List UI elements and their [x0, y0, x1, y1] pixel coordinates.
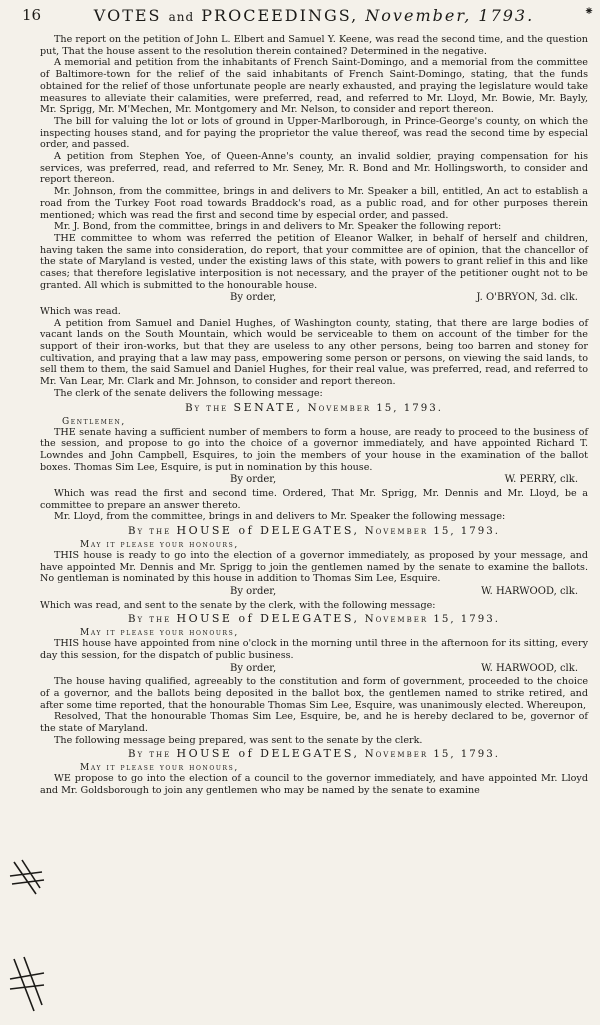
salutation: Gentlemen,	[62, 416, 126, 427]
paragraph: Which was read.	[40, 305, 121, 317]
title-and: and	[168, 10, 195, 24]
by-order: By order,	[230, 586, 277, 598]
handwritten-mark-icon	[6, 858, 46, 898]
title-votes: VOTES	[93, 6, 162, 25]
handwritten-mark-icon	[6, 955, 46, 1015]
paragraph: The bill for valuing the lot or lots of ground in Upper-Marlborough, in Prince-George's county, on which the inspecting houses stand, and for paying the proprietor the value thereof, was read the second time by especial order, and passed.	[40, 115, 588, 151]
heading-body: HOUSE of DELEGATES,	[176, 524, 360, 538]
corner-mark: ⁕	[583, 4, 594, 18]
message-text	[40, 550, 588, 585]
paragraph: The following message being prepared, was sent to the senate by the clerk.	[54, 734, 423, 746]
clerk-name: W. HARWOOD, clk.	[481, 586, 578, 598]
message-heading	[40, 612, 588, 625]
resolution-paragraph: Resolved, That the honourable Thomas Sim Lee, Esquire, be, and he is hereby declared to be, governor of the state of Maryland.	[40, 711, 588, 735]
title-proceedings: PROCEEDINGS,	[201, 6, 359, 25]
clerk-name: J. O'BRYON, 3d. clk.	[476, 292, 578, 304]
by-order: By order,	[230, 662, 277, 674]
clerk-name: W. HARWOOD, clk.	[481, 662, 578, 674]
paragraph: THE committee to whom was referred the petition of Eleanor Walker, in behalf of herself and children, having taken the same into consideration, do report, that your committee are of opinion, that the chancellor of the state of Maryland is vested, under the existing laws of this state, with powers to grant relief in this and like cases; that therefore legislative interposition is not necessary, and the prayer of the petitioner ought not to be granted. All which is submitted to the honourable house.	[40, 232, 588, 291]
page-number: 16	[22, 6, 42, 24]
paragraph: The clerk of the senate delivers the following message:	[54, 387, 323, 399]
by-order: By order,	[230, 292, 277, 304]
heading-by-the: By the	[128, 614, 172, 626]
salutation: May it please your honours,	[80, 540, 239, 551]
heading-body: HOUSE of DELEGATES,	[176, 612, 360, 626]
heading-date: November 15, 1793.	[364, 526, 500, 538]
message-heading	[40, 524, 588, 537]
clerk-name: W. PERRY, clk.	[504, 474, 578, 486]
paragraph: Mr. Lloyd, from the committee, brings in and delivers to Mr. Speaker the following message:	[54, 511, 506, 523]
paragraph: THIS house have appointed from nine o'clock in the morning until three in the afternoon for its sitting, every day this session, for the dispatch of public business.	[40, 638, 588, 662]
signature-line	[40, 586, 588, 599]
running-head	[40, 4, 588, 25]
body-text	[40, 306, 588, 400]
paragraph: THIS house is ready to go into the election of a governor immediately, as proposed by your message, and have appointed Mr. Dennis and Mr. Sprigg to join the gentlemen named by the senate to examine the ballots. No gentleman is nominated by this house in addition to Thomas Sim Lee, Esquire.	[40, 550, 588, 585]
message-heading	[40, 747, 588, 760]
paragraph: THE senate having a sufficient number of members to form a house, are ready to proceed to the business of the session, and propose to go into the choice of a governor immediately, and have appointed Richard T. Lowndes and John Campbell, Esquires, to join the members of your house in the examination of the ballot boxes. Thomas Sim Lee, Esquire, is put in nomination by this house.	[40, 426, 588, 473]
paragraph: Which was read, and sent to the senate by the clerk, with the following message:	[40, 599, 436, 611]
message-text	[40, 773, 588, 796]
heading-by-the: By the	[185, 402, 229, 414]
paragraph: A petition from Samuel and Daniel Hughes, of Washington county, stating, that there are large bodies of vacant lands on the South Mountain, which would be serviceable to them on account of the timber for the support of their iron-works, but that they are useless to any other persons, being too barren and stoney for cultivation, and praying that a law may pass, empowering some person or persons, on viewing the said lands, to sell them to them, the said Samuel and Daniel Hughes, for their real value, was preferred, read, and referred to Mr. Van Lear, Mr. Clark and Mr. Johnson, to consider and report thereon.	[40, 317, 588, 388]
by-order: By order,	[230, 474, 277, 486]
title-date: November, 1793.	[365, 6, 535, 25]
body-text	[40, 34, 588, 291]
salutation: May it please your honours,	[80, 628, 239, 639]
heading-by-the: By the	[128, 749, 172, 761]
signature-line	[40, 474, 588, 487]
body-text	[40, 488, 588, 523]
message-text	[40, 427, 588, 474]
paragraph: Mr. J. Bond, from the committee, brings in and delivers to Mr. Speaker the following report:	[54, 221, 502, 233]
paragraph: The house having qualified, agreeably to the constitution and form of government, proceeded to the choice of a governor, and the ballots being deposited in the ballot box, the gentlemen named to strike retired, and after some time reported, that the honourable Thomas Sim Lee, Esquire, was unanimously elected. Whereupon,	[40, 676, 588, 711]
paragraph: WE propose to go into the election of a council to the governor immediately, and have appointed Mr. Lloyd and Mr. Goldsborough to join any gentlemen who may be named by the senate to examine	[40, 773, 588, 797]
heading-date: November 15, 1793.	[307, 402, 443, 414]
message-heading	[40, 401, 588, 414]
paragraph: A petition from Stephen Yoe, of Queen-Anne's county, an invalid soldier, praying compensation for his services, was preferred, read, and referred to Mr. Seney, Mr. R. Bond and Mr. Hollingsworth, to consider and report thereon.	[40, 151, 588, 186]
heading-by-the: By the	[128, 526, 172, 538]
heading-body: HOUSE of DELEGATES,	[176, 747, 360, 761]
paragraph: The report on the petition of John L. Elbert and Samuel Y. Keene, was read the second time, and the question put, That the house assent to the resolution therein contained? Determined in the negative.	[40, 34, 588, 57]
heading-date: November 15, 1793.	[364, 749, 500, 761]
paragraph: Mr. Johnson, from the committee, brings in and delivers to Mr. Speaker a bill, entitled, An act to establish a road from the Turkey Foot road towards Braddock's road, as a public road, and for other purposes therein mentioned; which was read the first and second time by especial order, and passed.	[40, 186, 588, 221]
page-header	[22, 4, 594, 34]
heading-date: November 15, 1793.	[364, 614, 500, 626]
heading-body: SENATE,	[233, 400, 303, 414]
message-text	[40, 638, 588, 661]
paragraph: A memorial and petition from the inhabitants of French Saint-Domingo, and a memorial from the committee of Baltimore-town for the relief of the said inhabitants of French Saint-Domingo, stating, that the funds obtained for the relief of those unfortunate people are nearly exhausted, and praying the legislature would take measures to alleviate their calamities, were preferred, read, and referred to Mr. Lloyd, Mr. Bowie, Mr. Bayly, Mr. Sprigg, Mr. M'Mechen, Mr. Montgomery and Mr. Nelson, to consider and report thereon.	[40, 57, 588, 116]
signature-line	[40, 663, 588, 676]
salutation: May it please your honours,	[80, 763, 239, 774]
body-text	[40, 676, 588, 746]
body-text	[40, 600, 588, 612]
signature-line	[40, 292, 588, 305]
paragraph: Which was read the first and second time. Ordered, That Mr. Sprigg, Mr. Dennis and Mr. Lloyd, be a committee to prepare an answer thereto.	[40, 487, 588, 511]
